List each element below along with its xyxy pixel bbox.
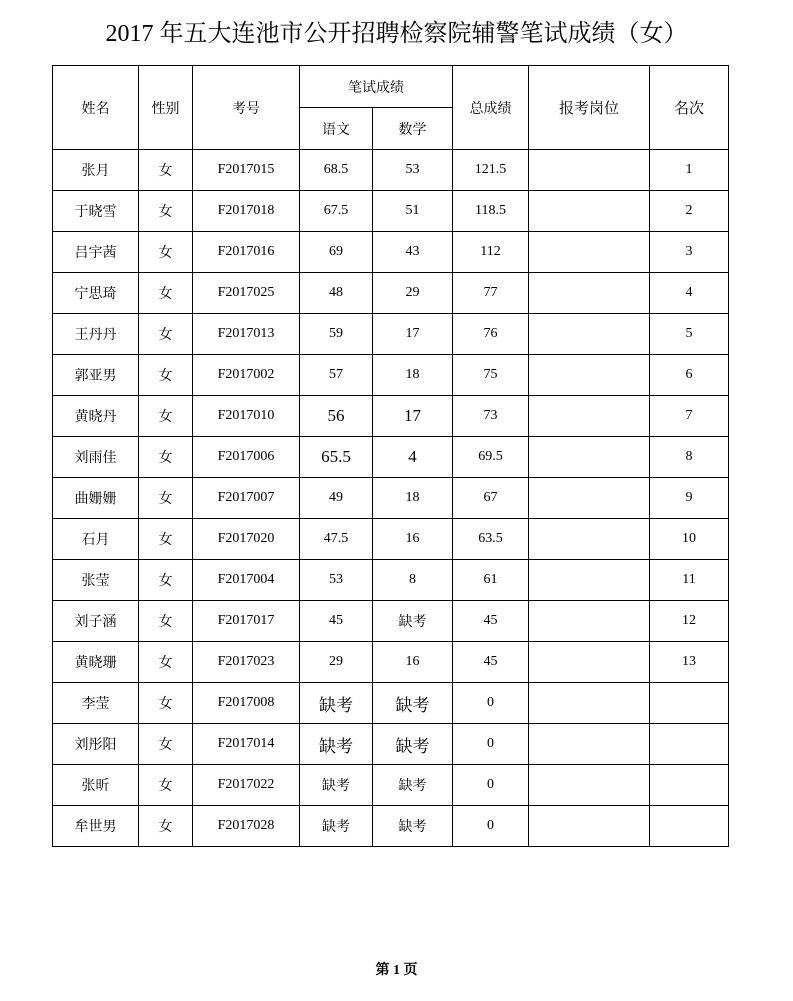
cell-gender: 女 [139,642,193,683]
table-row [53,437,729,478]
cell-total: 77 [453,273,529,314]
cell-rank: 9 [650,478,729,519]
cell-exam-id: F2017022 [193,765,300,806]
cell-total: 69.5 [453,437,529,478]
cell-rank: 5 [650,314,729,355]
table-row [53,150,729,191]
cell-rank: 7 [650,396,729,437]
cell-gender: 女 [139,478,193,519]
cell-math: 18 [373,478,453,519]
table-body [53,150,729,847]
cell-name: 刘雨佳 [53,437,139,478]
cell-gender: 女 [139,355,193,396]
cell-math: 8 [373,560,453,601]
cell-position [529,806,650,847]
table-row [53,191,729,232]
cell-chinese: 59 [300,314,373,355]
table-row [53,519,729,560]
cell-exam-id: F2017025 [193,273,300,314]
cell-exam-id: F2017002 [193,355,300,396]
cell-chinese: 29 [300,642,373,683]
cell-math: 16 [373,642,453,683]
header-name: 姓名 [53,66,139,150]
cell-chinese: 56 [300,396,373,437]
cell-chinese: 53 [300,560,373,601]
cell-name: 黄晓珊 [53,642,139,683]
cell-math: 17 [373,396,453,437]
cell-name: 张昕 [53,765,139,806]
cell-gender: 女 [139,560,193,601]
cell-rank: 2 [650,191,729,232]
table-row [53,642,729,683]
cell-position [529,601,650,642]
cell-chinese: 69 [300,232,373,273]
table-row [53,478,729,519]
cell-chinese: 缺考 [300,724,373,765]
cell-rank: 10 [650,519,729,560]
table-row [53,273,729,314]
cell-rank: 11 [650,560,729,601]
cell-rank [650,806,729,847]
cell-math: 53 [373,150,453,191]
cell-gender: 女 [139,683,193,724]
cell-gender: 女 [139,191,193,232]
cell-name: 黄晓丹 [53,396,139,437]
cell-position [529,273,650,314]
cell-total: 0 [453,683,529,724]
cell-exam-id: F2017018 [193,191,300,232]
cell-position [529,437,650,478]
cell-gender: 女 [139,314,193,355]
cell-total: 45 [453,642,529,683]
cell-chinese: 缺考 [300,683,373,724]
cell-total: 75 [453,355,529,396]
cell-chinese: 67.5 [300,191,373,232]
header-chinese: 语文 [300,108,373,150]
cell-exam-id: F2017010 [193,396,300,437]
cell-math: 16 [373,519,453,560]
cell-exam-id: F2017008 [193,683,300,724]
table-row [53,724,729,765]
table-row [53,683,729,724]
cell-position [529,519,650,560]
cell-chinese: 49 [300,478,373,519]
cell-chinese: 45 [300,601,373,642]
cell-exam-id: F2017015 [193,150,300,191]
cell-rank [650,765,729,806]
cell-chinese: 缺考 [300,806,373,847]
cell-name: 张月 [53,150,139,191]
cell-gender: 女 [139,601,193,642]
cell-gender: 女 [139,273,193,314]
cell-rank: 12 [650,601,729,642]
cell-name: 郭亚男 [53,355,139,396]
cell-total: 0 [453,806,529,847]
cell-math: 51 [373,191,453,232]
cell-total: 67 [453,478,529,519]
cell-name: 曲姗姗 [53,478,139,519]
cell-position [529,765,650,806]
table-row [53,806,729,847]
cell-gender: 女 [139,232,193,273]
cell-name: 吕宇茜 [53,232,139,273]
cell-name: 张莹 [53,560,139,601]
cell-math: 18 [373,355,453,396]
cell-position [529,150,650,191]
cell-name: 刘彤阳 [53,724,139,765]
table-row [53,314,729,355]
cell-total: 63.5 [453,519,529,560]
cell-total: 0 [453,724,529,765]
header-position: 报考岗位 [529,66,650,150]
cell-position [529,232,650,273]
header-total: 总成绩 [453,66,529,150]
table-header [53,66,729,150]
cell-rank: 8 [650,437,729,478]
cell-exam-id: F2017007 [193,478,300,519]
cell-gender: 女 [139,396,193,437]
cell-position [529,683,650,724]
cell-chinese: 缺考 [300,765,373,806]
cell-rank [650,724,729,765]
page-title: 2017 年五大连池市公开招聘检察院辅警笔试成绩（女） [105,21,688,47]
cell-exam-id: F2017013 [193,314,300,355]
cell-math: 缺考 [373,601,453,642]
cell-total: 73 [453,396,529,437]
cell-total: 0 [453,765,529,806]
cell-chinese: 57 [300,355,373,396]
cell-total: 76 [453,314,529,355]
cell-rank: 6 [650,355,729,396]
cell-gender: 女 [139,765,193,806]
cell-position [529,355,650,396]
header-gender: 性别 [139,66,193,150]
cell-exam-id: F2017020 [193,519,300,560]
header-exam-id: 考号 [193,66,300,150]
cell-name: 牟世男 [53,806,139,847]
cell-exam-id: F2017028 [193,806,300,847]
cell-rank [650,683,729,724]
cell-total: 45 [453,601,529,642]
cell-name: 刘子涵 [53,601,139,642]
cell-rank: 13 [650,642,729,683]
cell-exam-id: F2017004 [193,560,300,601]
cell-exam-id: F2017014 [193,724,300,765]
cell-chinese: 65.5 [300,437,373,478]
cell-position [529,478,650,519]
cell-position [529,191,650,232]
header-math: 数学 [373,108,453,150]
cell-name: 石月 [53,519,139,560]
cell-exam-id: F2017006 [193,437,300,478]
cell-position [529,396,650,437]
cell-exam-id: F2017017 [193,601,300,642]
table-row [53,232,729,273]
cell-rank: 3 [650,232,729,273]
cell-gender: 女 [139,724,193,765]
cell-chinese: 48 [300,273,373,314]
header-written-score: 笔试成绩 [300,66,453,108]
table-row [53,601,729,642]
cell-math: 29 [373,273,453,314]
cell-total: 61 [453,560,529,601]
cell-gender: 女 [139,150,193,191]
cell-math: 缺考 [373,765,453,806]
cell-rank: 1 [650,150,729,191]
cell-math: 缺考 [373,683,453,724]
cell-math: 缺考 [373,806,453,847]
cell-total: 121.5 [453,150,529,191]
table-row [53,560,729,601]
table-row [53,396,729,437]
cell-math: 4 [373,437,453,478]
cell-total: 112 [453,232,529,273]
cell-name: 李莹 [53,683,139,724]
cell-gender: 女 [139,437,193,478]
cell-position [529,642,650,683]
cell-name: 宁思琦 [53,273,139,314]
cell-math: 缺考 [373,724,453,765]
cell-gender: 女 [139,519,193,560]
cell-name: 于晓雪 [53,191,139,232]
page-number: 第 1 页 [375,963,418,978]
cell-total: 118.5 [453,191,529,232]
header-row [53,66,729,108]
table-row [53,765,729,806]
score-table [52,65,729,847]
cell-name: 王丹丹 [53,314,139,355]
cell-chinese: 68.5 [300,150,373,191]
cell-math: 43 [373,232,453,273]
cell-exam-id: F2017016 [193,232,300,273]
cell-chinese: 47.5 [300,519,373,560]
header-rank: 名次 [650,66,729,150]
cell-rank: 4 [650,273,729,314]
cell-math: 17 [373,314,453,355]
cell-position [529,560,650,601]
table-row [53,355,729,396]
cell-gender: 女 [139,806,193,847]
cell-position [529,314,650,355]
cell-position [529,724,650,765]
cell-exam-id: F2017023 [193,642,300,683]
